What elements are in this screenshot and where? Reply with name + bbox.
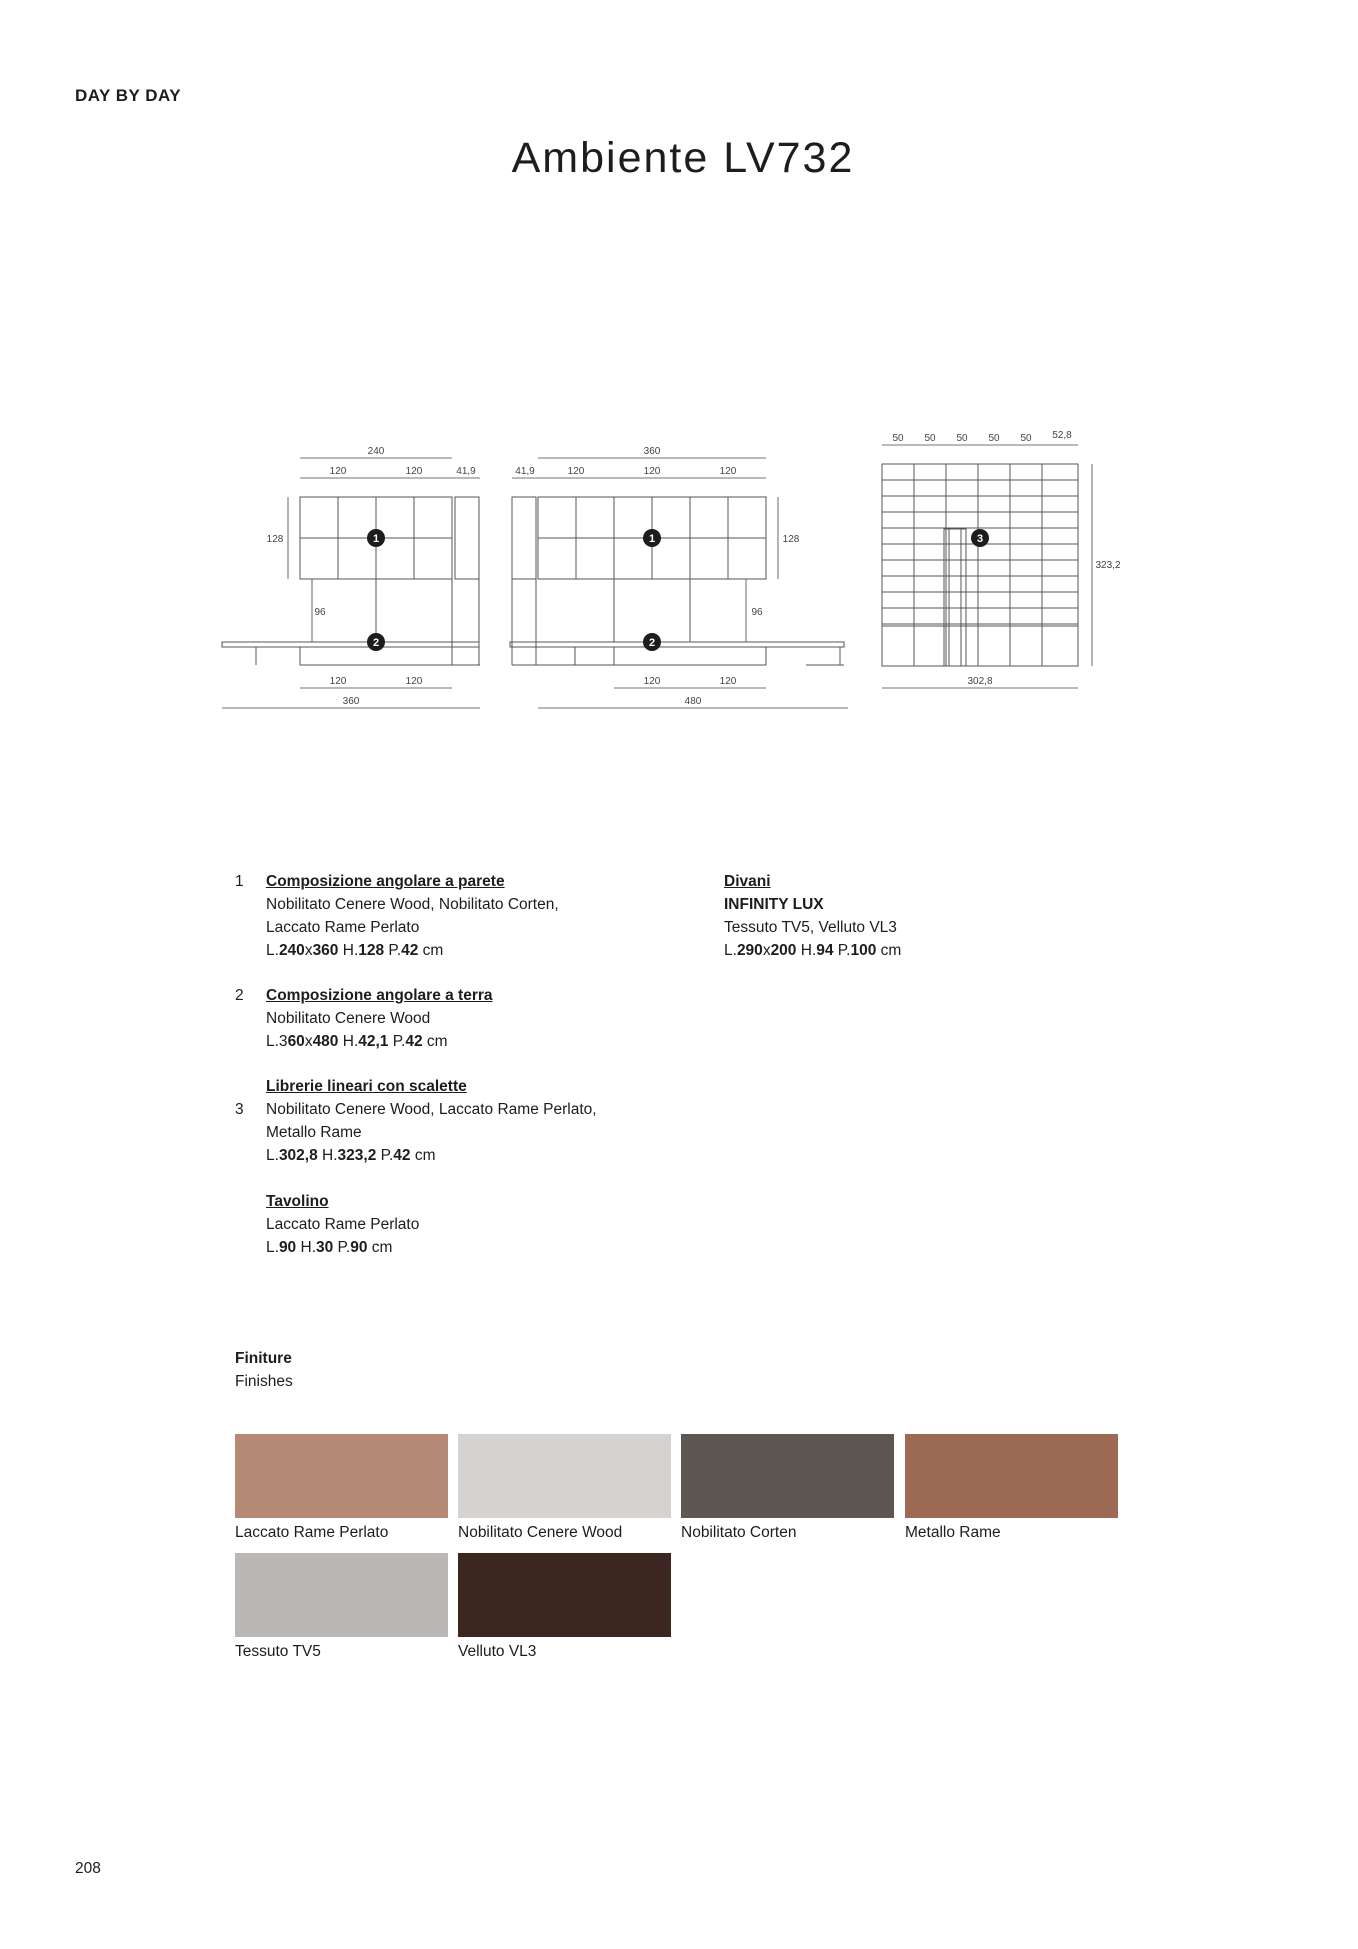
swatch-label: Metallo Rame — [905, 1524, 1001, 1541]
page-number: 208 — [75, 1860, 101, 1877]
dim-label: 96 — [751, 607, 763, 618]
item-title: Tavolino — [266, 1193, 329, 1210]
dim-label: 120 — [719, 466, 737, 477]
dim-label: 360 — [342, 696, 360, 707]
dim-label: 120 — [405, 676, 423, 687]
dim-label: 41,9 — [515, 466, 535, 477]
page-title: Ambiente LV732 — [511, 134, 855, 182]
svg-text:3: 3 — [976, 533, 984, 545]
dim-label: 50 — [1020, 433, 1032, 444]
sofa-dimensions: L.290x200 H.94 P.100 cm — [724, 942, 902, 959]
item-dimensions: L.360x480 H.42,1 P.42 cm — [266, 1033, 448, 1050]
badge-1 — [643, 529, 661, 547]
dim-label: 50 — [956, 433, 968, 444]
swatch-nobilitato-corten — [681, 1434, 894, 1518]
item-2 — [266, 984, 493, 1053]
item-dimensions: L.90 H.30 P.90 cm — [266, 1239, 393, 1256]
svg-text:2: 2 — [648, 637, 656, 649]
dim-label: 120 — [329, 466, 347, 477]
item-number: 3 — [235, 1101, 244, 1118]
item-dimensions: L.240x360 H.128 P.42 cm — [266, 942, 444, 959]
sofa-model: INFINITY LUX — [724, 896, 824, 913]
finishes-title: Finiture — [235, 1350, 292, 1367]
item-number: 1 — [235, 873, 244, 890]
swatch-label: Nobilitato Cenere Wood — [458, 1524, 623, 1541]
sofa-heading: Divani — [724, 873, 771, 890]
swatch-metallo-rame — [905, 1434, 1118, 1518]
sofa-fabric: Tessuto TV5, Velluto VL3 — [724, 919, 897, 936]
item-3 — [266, 1075, 597, 1167]
item-material: Nobilitato Cenere Wood, Laccato Rame Perlato, — [266, 1101, 597, 1118]
dim-label: 120 — [719, 676, 737, 687]
swatch-label: Tessuto TV5 — [235, 1643, 321, 1660]
finishes-subtitle: Finishes — [235, 1373, 293, 1390]
swatch-laccato-rame-perlato — [235, 1434, 448, 1518]
item-material: Nobilitato Cenere Wood — [266, 1010, 431, 1027]
dim-label: 128 — [782, 534, 800, 545]
drawing-middle — [510, 446, 848, 708]
dim-label: 128 — [266, 534, 284, 545]
badge-2 — [367, 633, 385, 651]
drawing-right — [882, 430, 1121, 688]
dim-label: 120 — [329, 676, 347, 687]
brand-label: DAY BY DAY — [75, 86, 182, 105]
dim-label: 480 — [684, 696, 702, 707]
dim-label: 120 — [643, 466, 661, 477]
badge-2 — [643, 633, 661, 651]
dim-label: 50 — [892, 433, 904, 444]
item-material: Laccato Rame Perlato — [266, 1216, 420, 1233]
swatch-nobilitato-cenere-wood — [458, 1434, 671, 1518]
dim-label: 240 — [367, 446, 385, 457]
dim-label: 50 — [924, 433, 936, 444]
swatch-label: Laccato Rame Perlato — [235, 1524, 389, 1541]
swatch-tessuto-tv5 — [235, 1553, 448, 1637]
dim-label: 120 — [567, 466, 585, 477]
dim-label: 120 — [643, 676, 661, 687]
item-material: Nobilitato Cenere Wood, Nobilitato Corten, — [266, 896, 559, 913]
item-1 — [266, 870, 559, 962]
dim-label: 50 — [988, 433, 1000, 444]
svg-text:1: 1 — [648, 533, 656, 545]
svg-text:2: 2 — [372, 637, 380, 649]
item-material: Laccato Rame Perlato — [266, 919, 420, 936]
drawing-left — [222, 446, 480, 708]
item-title: Librerie lineari con scalette — [266, 1078, 467, 1095]
item-number: 2 — [235, 987, 244, 1004]
item-title: Composizione angolare a parete — [266, 873, 505, 890]
dim-label: 96 — [314, 607, 326, 618]
sofa-block — [724, 870, 901, 962]
svg-text:1: 1 — [372, 533, 380, 545]
dim-label: 323,2 — [1095, 560, 1121, 571]
dim-label: 120 — [405, 466, 423, 477]
badge-1 — [367, 529, 385, 547]
swatch-label: Nobilitato Corten — [681, 1524, 797, 1541]
swatch-label: Velluto VL3 — [458, 1643, 537, 1660]
item-title: Composizione angolare a terra — [266, 987, 493, 1004]
item-4 — [266, 1190, 419, 1259]
item-dimensions: L.302,8 H.323,2 P.42 cm — [266, 1147, 436, 1164]
technical-drawings — [0, 420, 1358, 740]
badge-3 — [971, 529, 989, 547]
dim-label: 360 — [643, 446, 661, 457]
item-material: Metallo Rame — [266, 1124, 362, 1141]
swatch-velluto-vl3 — [458, 1553, 671, 1637]
dim-label: 302,8 — [967, 676, 993, 687]
dim-label: 52,8 — [1052, 430, 1072, 441]
dim-label: 41,9 — [456, 466, 476, 477]
